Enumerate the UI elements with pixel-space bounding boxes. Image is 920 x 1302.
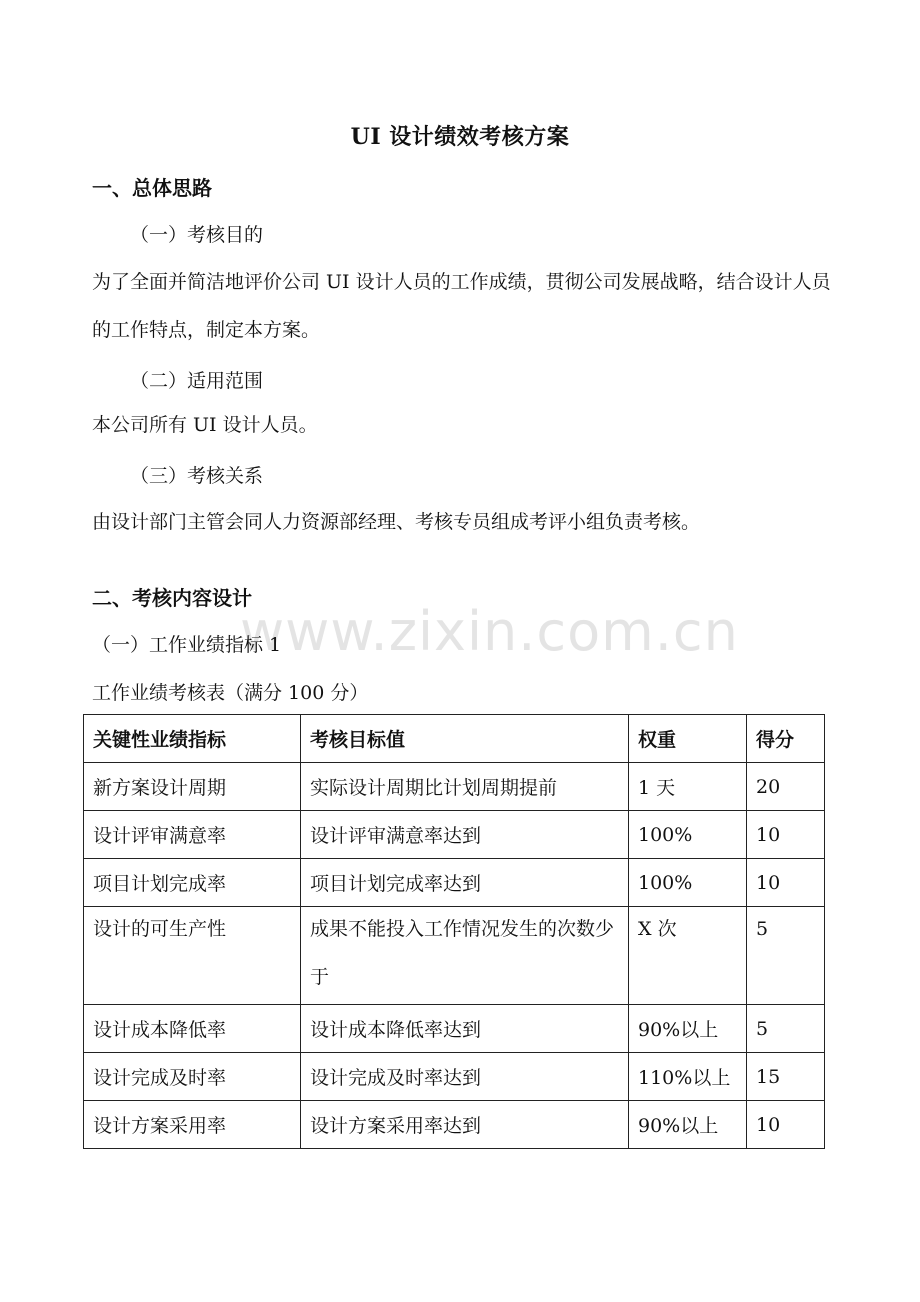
table-row <box>84 763 825 811</box>
cell-score: 10 <box>747 1101 825 1149</box>
cell-score <box>747 907 825 1005</box>
cell-score: 5 <box>747 1005 825 1053</box>
cell-score: 10 <box>747 811 825 859</box>
performance-table <box>83 714 825 1149</box>
cell-target: 项目计划完成率达到 <box>301 859 629 907</box>
table-row <box>84 1053 825 1101</box>
cell-target: 设计完成及时率达到 <box>301 1053 629 1101</box>
cell-target: 设计成本降低率达到 <box>301 1005 629 1053</box>
cell-weight <box>629 907 747 1005</box>
cell-kpi: 设计成本降低率 <box>84 1005 301 1053</box>
table-header-row <box>84 715 825 763</box>
cell-weight: 100% <box>629 811 747 859</box>
cell-weight: 1 天 <box>629 763 747 811</box>
section-heading-content: 二、考核内容设计 <box>92 586 252 610</box>
table-row <box>84 859 825 907</box>
cell-score: 20 <box>747 763 825 811</box>
subheading-scope: （二）适用范围 <box>130 370 264 392</box>
table-row <box>84 1101 825 1149</box>
cell-target <box>301 907 629 1005</box>
document-title: UI 设计绩效考核方案 <box>350 124 570 150</box>
subheading-performance-index: （一）工作业绩指标 1 <box>92 634 282 656</box>
table-row <box>84 811 825 859</box>
cell-target: 设计方案采用率达到 <box>301 1101 629 1149</box>
cell-kpi: 设计评审满意率 <box>84 811 301 859</box>
cell-weight: 110%以上 <box>629 1053 747 1101</box>
cell-kpi: 项目计划完成率 <box>84 859 301 907</box>
cell-score: 10 <box>747 859 825 907</box>
subheading-purpose: （一）考核目的 <box>130 224 264 246</box>
header-weight: 权重 <box>629 715 747 763</box>
cell-weight: 90%以上 <box>629 1005 747 1053</box>
table-row <box>84 1005 825 1053</box>
cell-kpi: 设计方案采用率 <box>84 1101 301 1149</box>
cell-target: 实际设计周期比计划周期提前 <box>301 763 629 811</box>
section-heading-overview: 一、总体思路 <box>92 176 212 200</box>
header-target: 考核目标值 <box>301 715 629 763</box>
cell-weight-text: X 次 <box>638 918 677 940</box>
cell-kpi-text: 设计的可生产性 <box>93 918 227 940</box>
table-row <box>84 907 825 1005</box>
cell-kpi: 新方案设计周期 <box>84 763 301 811</box>
header-score: 得分 <box>747 715 825 763</box>
paragraph-relation: 由设计部门主管会同人力资源部经理、考核专员组成考评小组负责考核。 <box>92 511 701 533</box>
cell-target-text: 成果不能投入工作情况发生的次数少于 <box>310 918 615 988</box>
table-caption: 工作业绩考核表（满分 100 分） <box>92 682 369 704</box>
watermark: www.zixin.com.cn <box>240 600 739 663</box>
cell-kpi <box>84 907 301 1005</box>
header-kpi: 关键性业绩指标 <box>84 715 301 763</box>
cell-target: 设计评审满意率达到 <box>301 811 629 859</box>
paragraph-scope: 本公司所有 UI 设计人员。 <box>92 414 318 436</box>
cell-score-text: 5 <box>756 918 769 940</box>
cell-kpi: 设计完成及时率 <box>84 1053 301 1101</box>
subheading-relation: （三）考核关系 <box>130 465 264 487</box>
paragraph-purpose: 为了全面并简洁地评价公司 UI 设计人员的工作成绩，贯彻公司发展战略，结合设计人员的工作特点，制定本方案。 <box>92 271 831 341</box>
cell-weight: 100% <box>629 859 747 907</box>
cell-weight: 90%以上 <box>629 1101 747 1149</box>
cell-score: 15 <box>747 1053 825 1101</box>
